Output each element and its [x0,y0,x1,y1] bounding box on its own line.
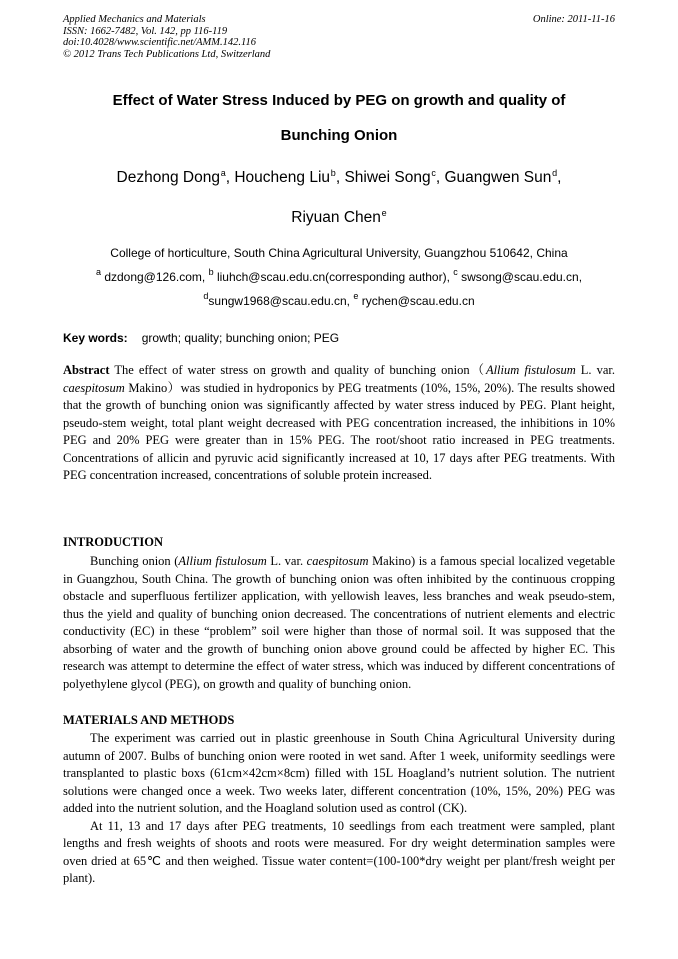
issn-line: ISSN: 1662-7482, Vol. 142, pp 116-119 [63,25,228,37]
species-name: Allium fistulosum [178,554,267,568]
email-superscript: b [208,267,214,277]
email-link[interactable]: rychen@scau.edu.cn [361,294,475,308]
email-superscript: e [353,291,359,301]
variety-name: caespitosum [63,380,125,395]
methods-paragraph-2: At 11, 13 and 17 days after PEG treatments, 10 seedlings from each treatment were sampled, plant lengths and fresh weights of shoots and roots were measured. For dry weight determination samples were oven dried at 65℃ and then weighed. Tissue water content=(100-100*dry weight per plant/fresh weight per plant). [63,818,615,885]
intro-text: L. var. [266,554,307,568]
copyright-line: © 2012 Trans Tech Publications Ltd, Switzerland [63,48,271,60]
email-link[interactable]: dzdong@126.com, [104,270,206,284]
introduction-body [63,553,615,693]
author-name: Houcheng Liu [234,169,331,186]
journal-header [63,14,270,60]
email-superscript: c [453,267,458,277]
email-link[interactable]: liuhch@scau.edu.cn(corresponding author), [216,270,450,284]
author-superscript: b [330,168,336,178]
species-name: Allium fistulosum [485,363,576,377]
author-superscript: d [552,168,558,178]
doi-line: doi:10.4028/www.scientific.net/AMM.142.116 [63,37,256,49]
intro-text: Bunching onion ( [90,554,179,568]
abstract-text: Makino）was studied in hydroponics by PEG treatments (10%, 15%, 20%). The results showed that the growth of bunching onion was significantly affected by water stress induced by PEG. Plant height, pseudo-stem weight, total plant weight decreased with PEG concentration increased, the inhibitions in 10% PEG and 20% PEG were greater than in 15% PEG. The root/shoot ratio increased in PEG treatments. Concentrations of allicin and pyruvic acid significantly increased at 10, 17 days after PEG treatments. With PEG concentration increased, concentrations of soluble protein increased. [63,380,615,482]
abstract-text: The effect of water stress on growth and quality of bunching onion（ [109,363,486,377]
author-list: Dezhong Dong $^a$, Houcheng Liu $^b$, Shiwei Song $^c$, Guangwen Sun $^d$, [116,168,562,186]
affiliation-institution: College of horticulture, South China Agricultural University, Guangzhou 510642, China [110,246,568,260]
affiliation-emails-line-1 [63,267,615,284]
author-name: Guangwen Sun [444,169,552,186]
email-superscript: a [95,267,101,277]
introduction-heading: INTRODUCTION [63,535,164,549]
methods-heading: MATERIALS AND METHODS [63,713,235,727]
intro-text: Makino) is a famous special localized vegetable in Guangzhou, South China. The growth of bunching onion was often inhibited by the continuous cropping obstacle and superfluous fertilizer application, with yellowish leaves, less branches and weak pseudo-stem, thus the yield and quality of bunching onion decreased. The concentrations of nutrient elements and electric conductivity (EC) in these “problem” soil were higher than those of normal soil. It was supposed that the absorbing of water and the growth of bunching onion above ground could be affected by higher EC. This research was attempt to determine the effect of water stress, which was induced by different concentrations of polyethylene glycol (PEG), on growth and quality of bunching onion. [63,554,616,691]
author-name: Riyuan Chen [291,209,381,226]
author-superscript: c [431,168,436,178]
author-superscript: e [381,208,387,218]
email-superscript: d [203,291,209,301]
author-list-line-2 [63,209,615,227]
email-link[interactable]: swsong@scau.edu.cn, [461,270,583,284]
keywords-text: growth; quality; bunching onion; PEG [141,331,340,345]
methods-paragraph-1: The experiment was carried out in plastic greenhouse in South China Agricultural University during autumn of 2007. Bulbs of bunching onion were rooted in wet sand. After 1 week, uniformity seedlings were transplanted to plastic boxs (61cm×42cm×8cm) filled with 15L Hoagland’s nutrient solution. The nutrient solutions were changed once a week. Two weeks later, different concentration (10%, 15%, 20%) PEG was added into the nutrient solution, and the Hoagland solution used as control (CK). [63,731,615,815]
journal-name: Applied Mechanics and Materials [63,14,206,25]
author-superscript: a [220,168,226,178]
author-name: Dezhong Dong [116,169,220,186]
variety-name: caespitosum [306,554,369,568]
paper-title-line-1: Effect of Water Stress Induced by PEG on growth and quality of [112,92,566,109]
abstract-text: L. var. [575,363,615,377]
affiliation-emails-line-2 [63,291,615,308]
methods-body [63,730,615,888]
abstract-label: Abstract [63,363,110,377]
keywords-label: Key words: [63,331,128,345]
email-link[interactable]: sungw1968@scau.edu.cn, [208,294,350,308]
paper-title-line-2: Bunching Onion [280,127,398,144]
keywords [63,331,339,345]
online-date: Online: 2011-11-16 [532,14,615,25]
author-name: Shiwei Song [344,169,431,186]
abstract [63,362,615,485]
